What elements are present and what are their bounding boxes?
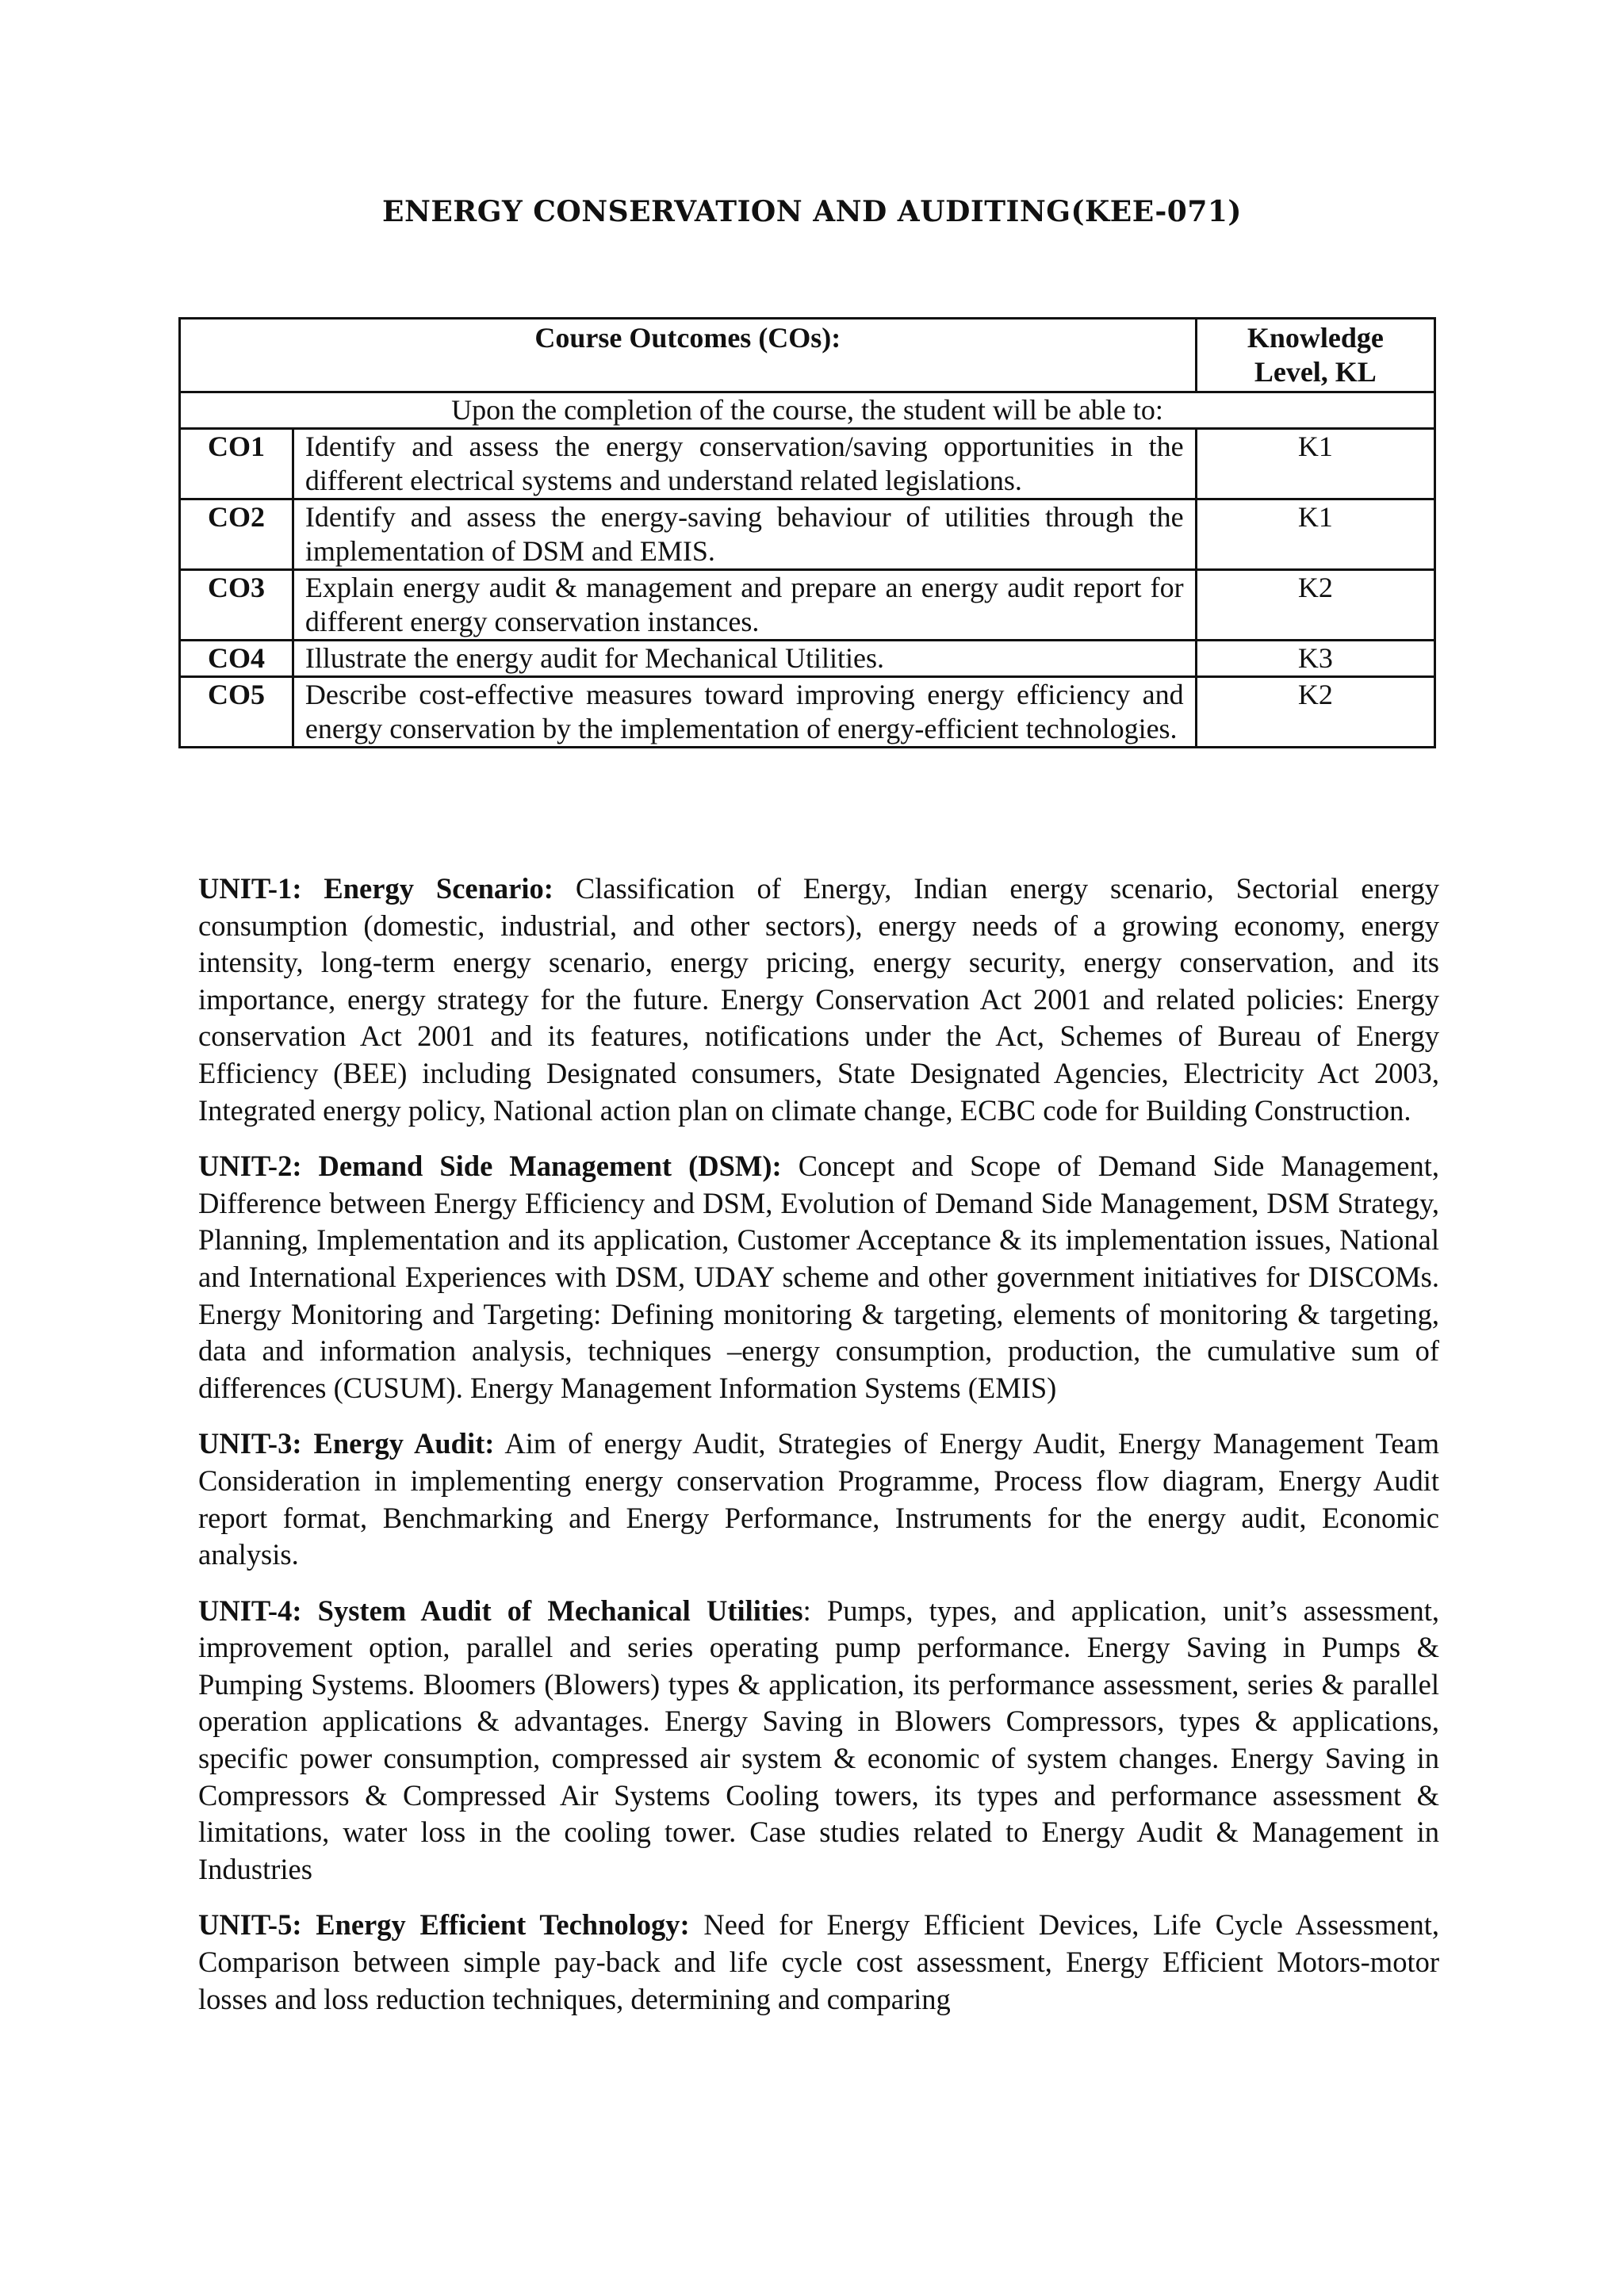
table-row	[180, 429, 1435, 499]
co-knowledge-level: K2	[1196, 570, 1434, 641]
unit-2-body: Concept and Scope of Demand Side Management, Difference between Energy Efficiency and DSM, Evolution of Demand Side Management, DSM Strategy, Planning, Implementation and its application, Customer Acceptance & its implementation issues, National and International Experiences with DSM, UDAY scheme and other government initiatives for DISCOMs. Energy Monitoring and Targeting: Defining monitoring & targeting, elements of monitoring & targeting, data and information analysis, techniques –energy consumption, production, the cumulative sum of differences (CUSUM). Energy Management Information Systems (EMIS)	[198, 1150, 1439, 1404]
co-description: Identify and assess the energy conservation/saving opportunities in the different electrical systems and understand related legislations.	[293, 429, 1196, 499]
unit-1-heading: UNIT-1: Energy Scenario:	[198, 872, 553, 905]
table-intro-row	[180, 392, 1435, 429]
co-knowledge-level: K3	[1196, 641, 1434, 677]
unit-5-body: Need for Energy Efficient Devices, Life Cycle Assessment, Comparison between simple pay-back and life cycle cost assessment, Energy Efficient Motors-motor losses and loss reduction techniques, determining and comparing	[198, 1908, 1439, 2015]
table-intro: Upon the completion of the course, the student will be able to:	[180, 392, 1435, 429]
co-id: CO5	[180, 677, 293, 748]
unit-4-paragraph	[198, 1593, 1439, 1888]
unit-2-heading: UNIT-2: Demand Side Management (DSM):	[198, 1150, 782, 1183]
co-id: CO4	[180, 641, 293, 677]
unit-4-body: : Pumps, types, and application, unit’s assessment, improvement option, parallel and series operating pump performance. Energy Saving in Pumps & Pumping Systems. Bloomers (Blowers) types & application, its performance assessment, series & parallel operation applications & advantages. Energy Saving in Blowers Compressors, types & applications, specific power consumption, compressed air system & economic of system changes. Energy Saving in Compressors & Compressed Air Systems Cooling towers, its types and performance assessment & limitations, water loss in the cooling tower. Case studies related to Energy Audit & Management in Industries	[198, 1594, 1439, 1885]
course-outcomes-table	[178, 317, 1436, 748]
co-knowledge-level: K1	[1196, 499, 1434, 570]
co-id: CO3	[180, 570, 293, 641]
unit-3-paragraph	[198, 1425, 1439, 1573]
unit-5-paragraph	[198, 1907, 1439, 2018]
co-knowledge-level: K1	[1196, 429, 1434, 499]
header-course-outcomes: Course Outcomes (COs):	[180, 319, 1197, 392]
table-row	[180, 677, 1435, 748]
table-row	[180, 570, 1435, 641]
co-knowledge-level: K2	[1196, 677, 1434, 748]
co-description: Identify and assess the energy-saving behaviour of utilities through the implementation of DSM and EMIS.	[293, 499, 1196, 570]
co-description: Describe cost-effective measures toward improving energy efficiency and energy conservation by the implementation of energy-efficient technologies.	[293, 677, 1196, 748]
co-id: CO1	[180, 429, 293, 499]
unit-3-heading: UNIT-3: Energy Audit:	[198, 1427, 495, 1460]
unit-5-heading: UNIT-5: Energy Efficient Technology:	[198, 1908, 690, 1942]
document-title: ENERGY CONSERVATION AND AUDITING(KEE-071)	[382, 195, 1242, 228]
unit-3-body: Aim of energy Audit, Strategies of Energy Audit, Energy Management Team Consideration in implementing energy conservation Programme, Process flow diagram, Energy Audit report format, Benchmarking and Energy Performance, Instruments for the energy audit, Economic analysis.	[198, 1427, 1439, 1571]
unit-1-body: Classification of Energy, Indian energy scenario, Sectorial energy consumption (domestic, industrial, and other sectors), energy needs of a growing economy, energy intensity, long-term energy scenario, energy pricing, energy security, energy conservation, and its importance, energy strategy for the future. Energy Conservation Act 2001 and related policies: Energy conservation Act 2001 and its features, notifications under the Act, Schemes of Bureau of Energy Efficiency (BEE) including Designated consumers, State Designated Agencies, Electricity Act 2003, Integrated energy policy, National action plan on climate change, ECBC code for Building Construction.	[198, 872, 1439, 1127]
unit-4-heading: UNIT-4: System Audit of Mechanical Utilities	[198, 1594, 803, 1627]
co-description: Explain energy audit & management and prepare an energy audit report for different energy conservation instances.	[293, 570, 1196, 641]
table-header-row	[180, 319, 1435, 392]
table-row	[180, 499, 1435, 570]
header-knowledge-level: Knowledge Level, KL	[1196, 319, 1434, 392]
co-description: Illustrate the energy audit for Mechanical Utilities.	[293, 641, 1196, 677]
co-id: CO2	[180, 499, 293, 570]
unit-1-paragraph	[198, 871, 1439, 1129]
table-row	[180, 641, 1435, 677]
unit-2-paragraph	[198, 1148, 1439, 1406]
syllabus-units	[198, 871, 1439, 2037]
